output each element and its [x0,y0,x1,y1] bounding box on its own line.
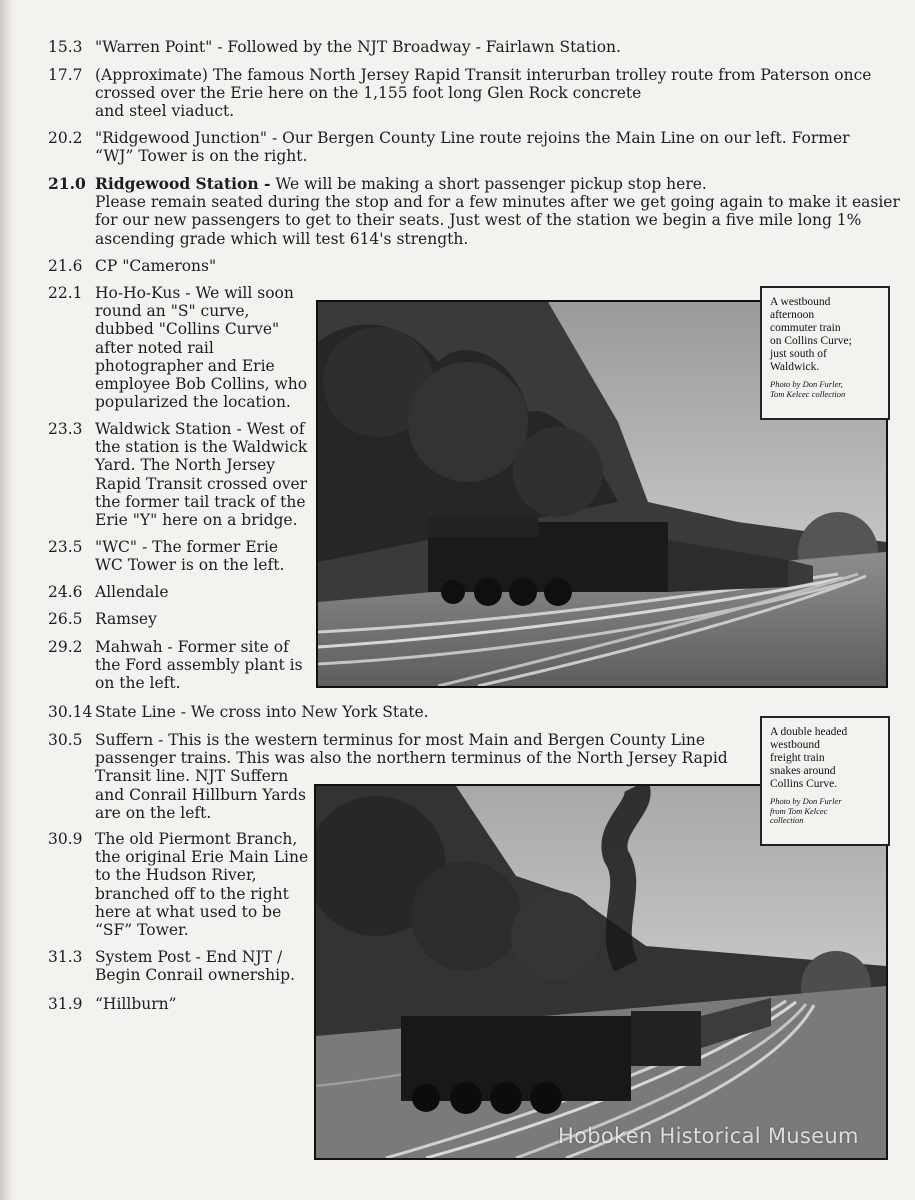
description-line: WC Tower is on the left. [95,556,285,575]
caption-line: snakes around [770,765,836,777]
milepost-entry [48,38,898,58]
description-line: "Ridgewood Junction" - Our Bergen County Line route rejoins the Main Line on our left. Former [95,129,850,147]
description-line: the original Erie Main Line [95,848,309,867]
description-line: the Ford assembly plant is [95,656,303,675]
description-line: ascending grade which will test 614's strength. [95,229,469,248]
milepost-description [95,420,307,529]
milepost-number: 31.3 [48,948,83,966]
photo-credit [770,380,882,399]
description-line: “WJ” Tower is on the right. [95,147,308,166]
milepost-description [95,583,169,601]
milepost-description [95,129,850,165]
milepost-description [95,638,303,693]
milepost-description [95,284,307,411]
description-line: State Line - We cross into New York State. [95,703,429,721]
milepost-description [95,257,216,275]
description-line: here at what used to be [95,902,282,921]
description-line: (Approximate) The famous North Jersey Rapid Transit interurban trolley route from Paterson once [95,66,872,84]
description-line: Yard. The North Jersey [95,456,275,475]
description-line: Ramsey [95,610,157,628]
caption-line: Photo by Don Furler [770,796,842,806]
milepost-number: 31.9 [48,995,83,1013]
description-line: employee Bob Collins, who [95,375,308,394]
caption-line: A double headed [770,726,848,738]
description-line: the station is the Waldwick [95,438,308,457]
milepost-description [95,538,284,574]
caption-line: afternoon [770,309,815,321]
milepost-description [95,703,429,721]
description-line: and Conrail Hillburn Yards [95,785,306,804]
milepost-number: 29.2 [48,638,83,656]
caption-line: on Collins Curve; [770,335,852,347]
description-line: the former tail track of the [95,492,306,511]
milepost-number: 30.14 [48,703,93,721]
milepost-entry [48,129,898,167]
milepost-number: 15.3 [48,38,83,56]
description-line: Waldwick Station - West of [95,420,305,438]
description-line: Mahwah - Former site of [95,638,289,656]
milepost-number: 23.3 [48,420,83,438]
milepost-entry [48,257,898,277]
description-line: crossed over the Erie here on the 1,155 foot long Glen Rock concrete [95,84,642,103]
description-line: Erie "Y" here on a bridge. [95,511,298,530]
description-line: Please remain seated during the stop and for a few minutes after we get going again to make it easier [95,193,900,212]
description-line: “Hillburn” [95,995,177,1013]
milepost-number: 30.5 [48,731,83,749]
description-line: "Warren Point" - Followed by the NJT Broadway - Fairlawn Station. [95,38,621,56]
caption-line: from Tom Kelcec [770,805,828,816]
milepost-description [95,38,621,56]
milepost-description [95,948,295,984]
description-line: are on the left. [95,803,212,822]
caption-line: Tom Kelcec collection [770,388,846,399]
milepost-number: 24.6 [48,583,83,601]
milepost-entry [48,175,898,250]
caption-line: westbound [770,739,820,751]
description-text: We will be making a short passenger pickup stop here. [270,175,707,193]
description-line: The old Piermont Branch, [95,830,298,848]
description-line: Rapid Transit crossed over [95,474,308,493]
description-line: photographer and Erie [95,356,275,375]
description-line: Transit line. NJT Suffern [95,767,289,786]
caption-text [770,726,882,791]
milepost-description [95,995,177,1013]
description-line: round an "S" curve, [95,302,250,321]
caption-text [770,296,882,374]
milepost-description [95,66,871,121]
description-line: passenger trains. This was also the northern terminus of the North Jersey Rapid [95,749,728,768]
photo-credit [770,797,882,826]
milepost-number: 21.6 [48,257,83,275]
milepost-description [95,830,308,939]
caption-line: Waldwick. [770,361,820,373]
milepost-number: 26.5 [48,610,83,628]
caption-line: freight train [770,752,825,764]
caption-line: commuter train [770,322,841,334]
description-line: Begin Conrail ownership. [95,966,295,985]
description-line: to the Hudson River, [95,866,257,885]
page-binding-edge [0,0,14,1200]
description-line: System Post - End NJT / [95,948,283,966]
caption-line: just south of [770,348,827,360]
description-line: Allendale [95,583,169,601]
description-line: dubbed "Collins Curve" [95,320,280,339]
description-line: popularized the location. [95,393,291,412]
milepost-number: 30.9 [48,830,83,848]
milepost-number: 17.7 [48,66,83,84]
caption-line: Photo by Don Furler, [770,379,843,389]
milepost-description [95,610,157,628]
description-line: on the left. [95,674,181,693]
milepost-number: 23.5 [48,538,83,556]
description-line: for our new passengers to get to their seats. Just west of the station we begin a five mile long 1% [95,211,862,230]
photo-caption-1 [760,286,890,420]
description-line: Suffern - This is the western terminus for most Main and Bergen County Line [95,731,706,749]
milepost-number: 22.1 [48,284,83,302]
description-line: "WC" - The former Erie [95,538,279,556]
description-line [95,175,900,193]
description-line: Ho-Ho-Kus - We will soon [95,284,294,302]
description-line: and steel viaduct. [95,102,235,121]
milepost-description [95,175,900,248]
description-line: branched off to the right [95,884,289,903]
description-line: after noted rail [95,338,214,357]
photo-caption-2 [760,716,890,846]
station-name: Ridgewood Station - [95,174,271,193]
milepost-number: 21.0 [48,174,86,193]
museum-watermark: Hoboken Historical Museum [558,1124,859,1148]
caption-line: A westbound [770,296,831,308]
description-line: “SF” Tower. [95,921,189,940]
description-line: CP "Camerons" [95,257,217,275]
caption-line: collection [770,815,804,825]
caption-line: Collins Curve. [770,778,838,790]
milepost-number: 20.2 [48,129,83,147]
milepost-entry [48,66,898,123]
